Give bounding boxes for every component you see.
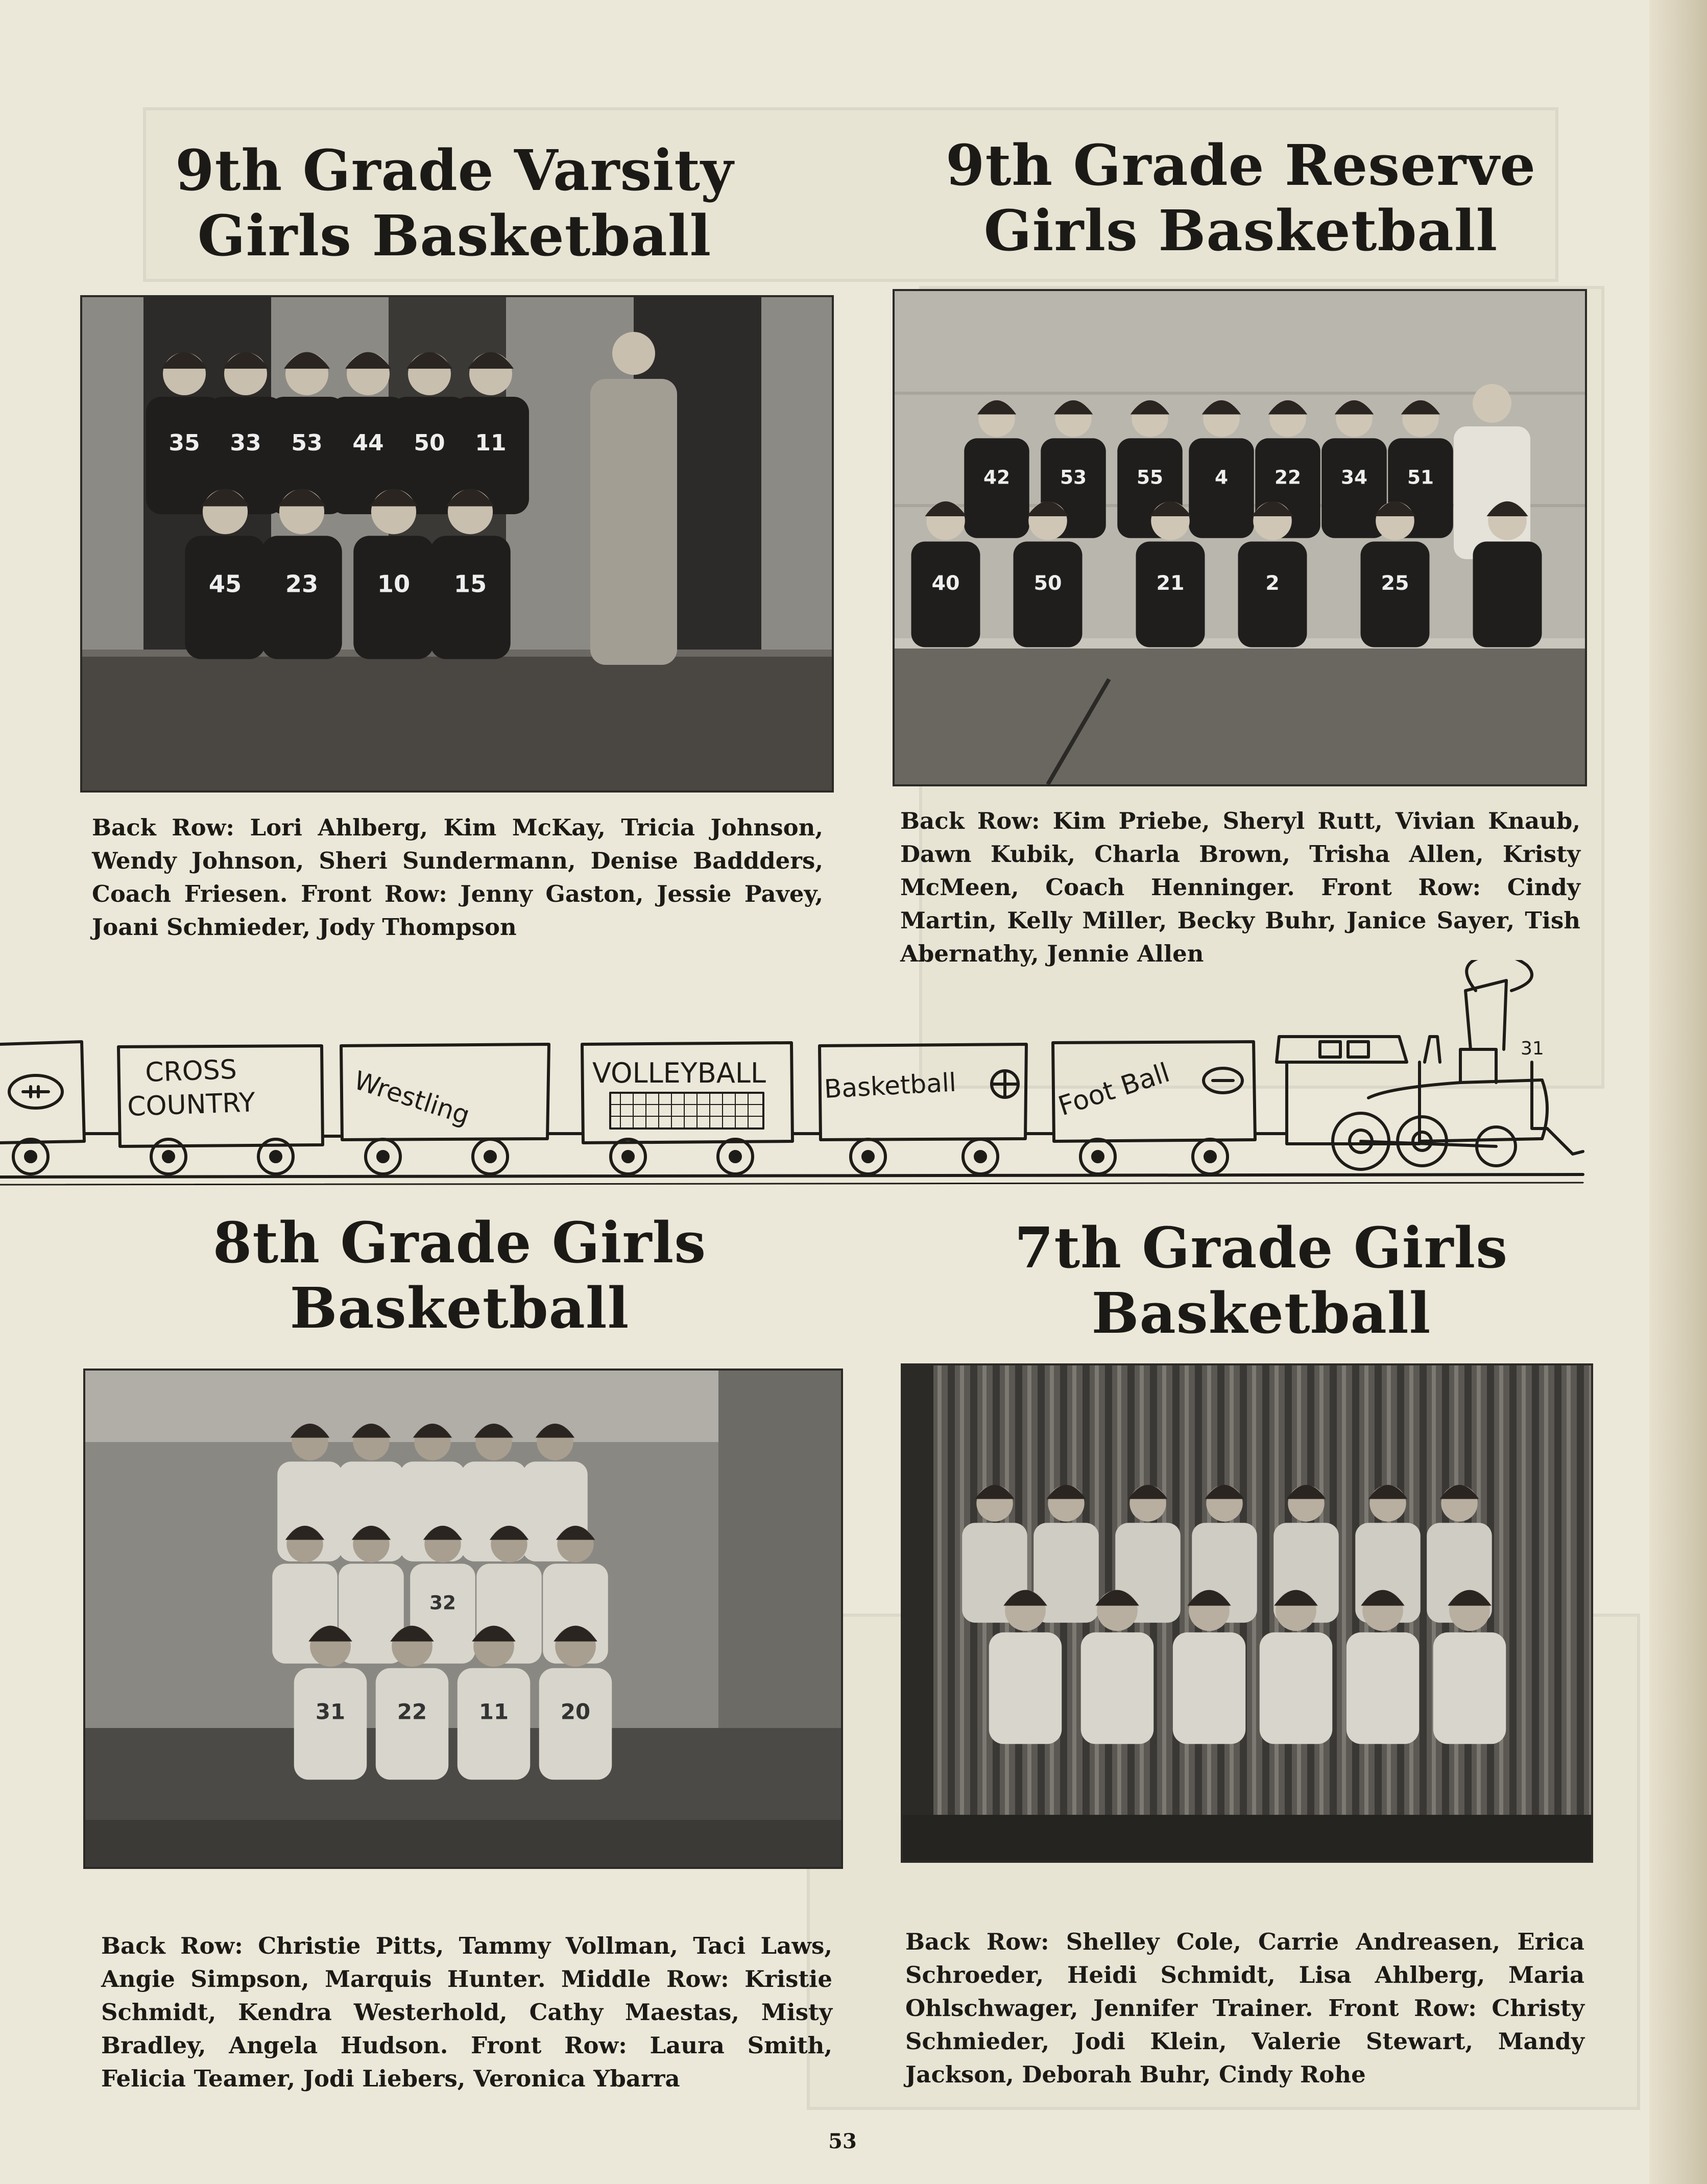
jersey-number: 10 <box>377 570 411 598</box>
jersey-number: 32 <box>429 1591 456 1614</box>
page-number: 53 <box>828 2129 857 2153</box>
jersey-number: 53 <box>1060 466 1087 489</box>
jersey-number: 21 <box>1156 571 1185 595</box>
section-title <box>929 1215 1593 1346</box>
title-line: 9th Grade Reserve <box>945 132 1536 198</box>
team-photo-8th-grade <box>83 1369 843 1869</box>
jersey-number: 22 <box>397 1699 427 1724</box>
jersey-number: 22 <box>1274 466 1302 489</box>
train-illustration <box>0 960 1649 1195</box>
team-photo-reserve <box>893 289 1587 786</box>
jersey-number: 35 <box>169 430 200 456</box>
jersey-number: 4 <box>1214 466 1229 489</box>
title-line: Girls Basketball <box>983 198 1498 263</box>
jersey-number: 55 <box>1136 466 1164 489</box>
train-car-label: Basketball <box>823 1067 957 1104</box>
title-line: Basketball <box>1091 1280 1431 1346</box>
train-car-label: Foot Ball <box>1054 1057 1174 1122</box>
photo-caption: Back Row: Kim Priebe, Sheryl Rutt, Vivian Knaub, Dawn Kubik, Charla Brown, Trisha Allen, Kristy McMeen, Coach Henninger. Front Row: Cindy Martin, Kelly Miller, Becky Buhr, Janice Sayer, Tish Abernathy, Jennie Allen <box>900 807 1580 967</box>
section-title <box>82 138 827 269</box>
title-line: 7th Grade Girls <box>1014 1215 1508 1281</box>
coach-figure <box>590 332 677 665</box>
train-car-label: COUNTRY <box>127 1087 256 1122</box>
jersey-number: 11 <box>478 1699 509 1724</box>
title-line: 8th Grade Girls <box>212 1210 707 1276</box>
team-photo-7th-grade <box>901 1363 1593 1863</box>
jersey-number: 44 <box>352 430 384 456</box>
title-line: 9th Grade Varsity <box>175 137 734 203</box>
train-car-label: VOLLEYBALL <box>592 1057 766 1089</box>
jersey-number: 20 <box>560 1699 591 1724</box>
title-line: Basketball <box>290 1275 630 1341</box>
jersey-number: 15 <box>453 570 487 598</box>
jersey-number: 11 <box>475 430 507 456</box>
title-line: Girls Basketball <box>197 203 712 269</box>
photo-caption: Back Row: Shelley Cole, Carrie Andreasen, Erica Schroeder, Heidi Schmidt, Lisa Ahlberg, Maria Ohlschwager, Jennifer Trainer. Front Row: Christy Schmieder, Jodi Klein, Valerie Stewart, Mandy Jackson, Deborah Buhr, Cindy Rohe <box>905 1928 1584 2088</box>
jersey-number: 45 <box>208 570 242 598</box>
jersey-number: 33 <box>230 430 261 456</box>
page-edge <box>1649 0 1707 2184</box>
jersey-number: 50 <box>1033 571 1062 595</box>
jersey-number: 31 <box>315 1699 346 1724</box>
team-photo-varsity <box>80 295 834 793</box>
section-title <box>92 1210 827 1341</box>
jersey-number: 34 <box>1340 466 1368 489</box>
train-car-label: Wrestling <box>350 1065 474 1131</box>
jersey-number: 40 <box>931 571 960 595</box>
jersey-number: 42 <box>983 466 1011 489</box>
jersey-number: 50 <box>414 430 445 456</box>
photo-caption: Back Row: Christie Pitts, Tammy Vollman, Taci Laws, Angie Simpson, Marquis Hunter. Middle Row: Kristie Schmidt, Kendra Westerhold, Cathy Maestas, Misty Bradley, Angela Hudson. Front Row: Laura Smith, Felicia Teamer, Jodi Liebers, Veronica Ybarra <box>101 1932 832 2092</box>
jersey-number: 53 <box>291 430 323 456</box>
jersey-number: 2 <box>1265 571 1280 595</box>
jersey-number: 25 <box>1381 571 1409 595</box>
jersey-number: 51 <box>1407 466 1434 489</box>
jersey-number: 23 <box>285 570 319 598</box>
section-title <box>899 133 1583 263</box>
train-car-label: CROSS <box>145 1054 237 1088</box>
train-engine-number: 31 <box>1521 1038 1544 1059</box>
photo-caption: Back Row: Lori Ahlberg, Kim McKay, Tricia Johnson, Wendy Johnson, Sheri Sundermann, Denise Baddders, Coach Friesen. Front Row: Jenny Gaston, Jessie Pavey, Joani Schmieder, Jody Thompson <box>92 814 823 941</box>
